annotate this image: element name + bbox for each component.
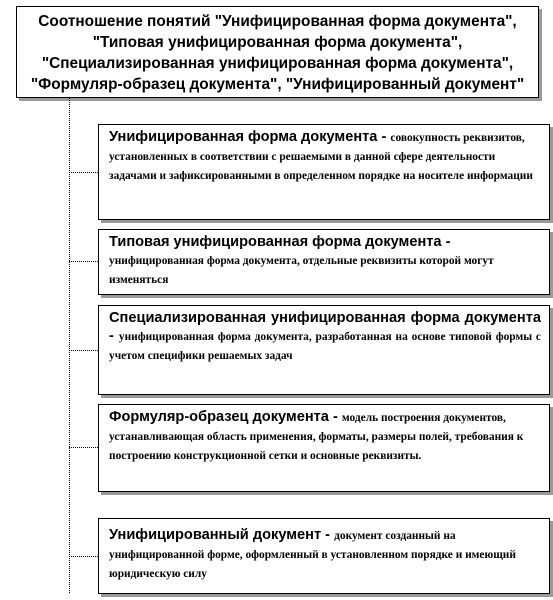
title-line-3: "Специализированная унифицированная форма документа", — [41, 55, 514, 72]
definition-box-unified-form — [98, 124, 550, 220]
definition-box-specialized-form — [98, 305, 550, 395]
term-dash: - — [377, 129, 391, 145]
term-definition: документ созданный на унифицированной форме, оформленный в установленном порядке и имеющий юридическую силу — [109, 530, 516, 580]
diagram-title-box — [16, 6, 539, 98]
title-line-2: "Типовая унифицированная форма документа", — [92, 34, 463, 51]
term-label: Типовая унифицированная форма документа — [109, 234, 442, 250]
term-definition: модель построения документов, устанавливающая область применения, форматы, размеры полей, требования к построению конструкционной сетки и основные реквизиты. — [109, 412, 524, 462]
title-line-1: Соотношение понятий "Унифицированная форма документа", — [38, 13, 517, 30]
connector-branch-2 — [69, 261, 98, 262]
term-label: Специализированная унифицированная форма документа — [109, 310, 541, 326]
term-definition: унифицированная форма документа, разработанная на основе типовой формы с учетом специфики решаемых задач — [109, 331, 541, 362]
connector-branch-1 — [69, 172, 98, 173]
term-dash: - — [109, 328, 119, 344]
connector-branch-5 — [69, 556, 98, 557]
term-definition: совокупность реквизитов, установленных в соответствии с решаемыми в данной сфере деятельности задачами и зафиксированными в определенном порядке на носителе информации — [109, 132, 533, 182]
title-line-4: "Формуляр-образец документа", "Унифицированный документ" — [30, 76, 525, 93]
connector-branch-4 — [69, 447, 98, 448]
term-label: Унифицированная форма документа — [109, 129, 378, 145]
term-dash: - — [441, 234, 451, 250]
connector-branch-3 — [69, 350, 98, 351]
term-definition: унифицированная форма документа, отдельные реквизиты которой могут изменяться — [109, 255, 494, 286]
definition-box-unified-document — [98, 518, 550, 594]
definition-box-template-form — [98, 404, 550, 492]
term-dash: - — [328, 409, 342, 425]
term-dash: - — [321, 527, 335, 543]
term-label: Формуляр-образец документа — [109, 409, 329, 425]
term-label: Унифицированный документ — [109, 527, 322, 543]
definition-box-typical-form — [98, 229, 550, 295]
